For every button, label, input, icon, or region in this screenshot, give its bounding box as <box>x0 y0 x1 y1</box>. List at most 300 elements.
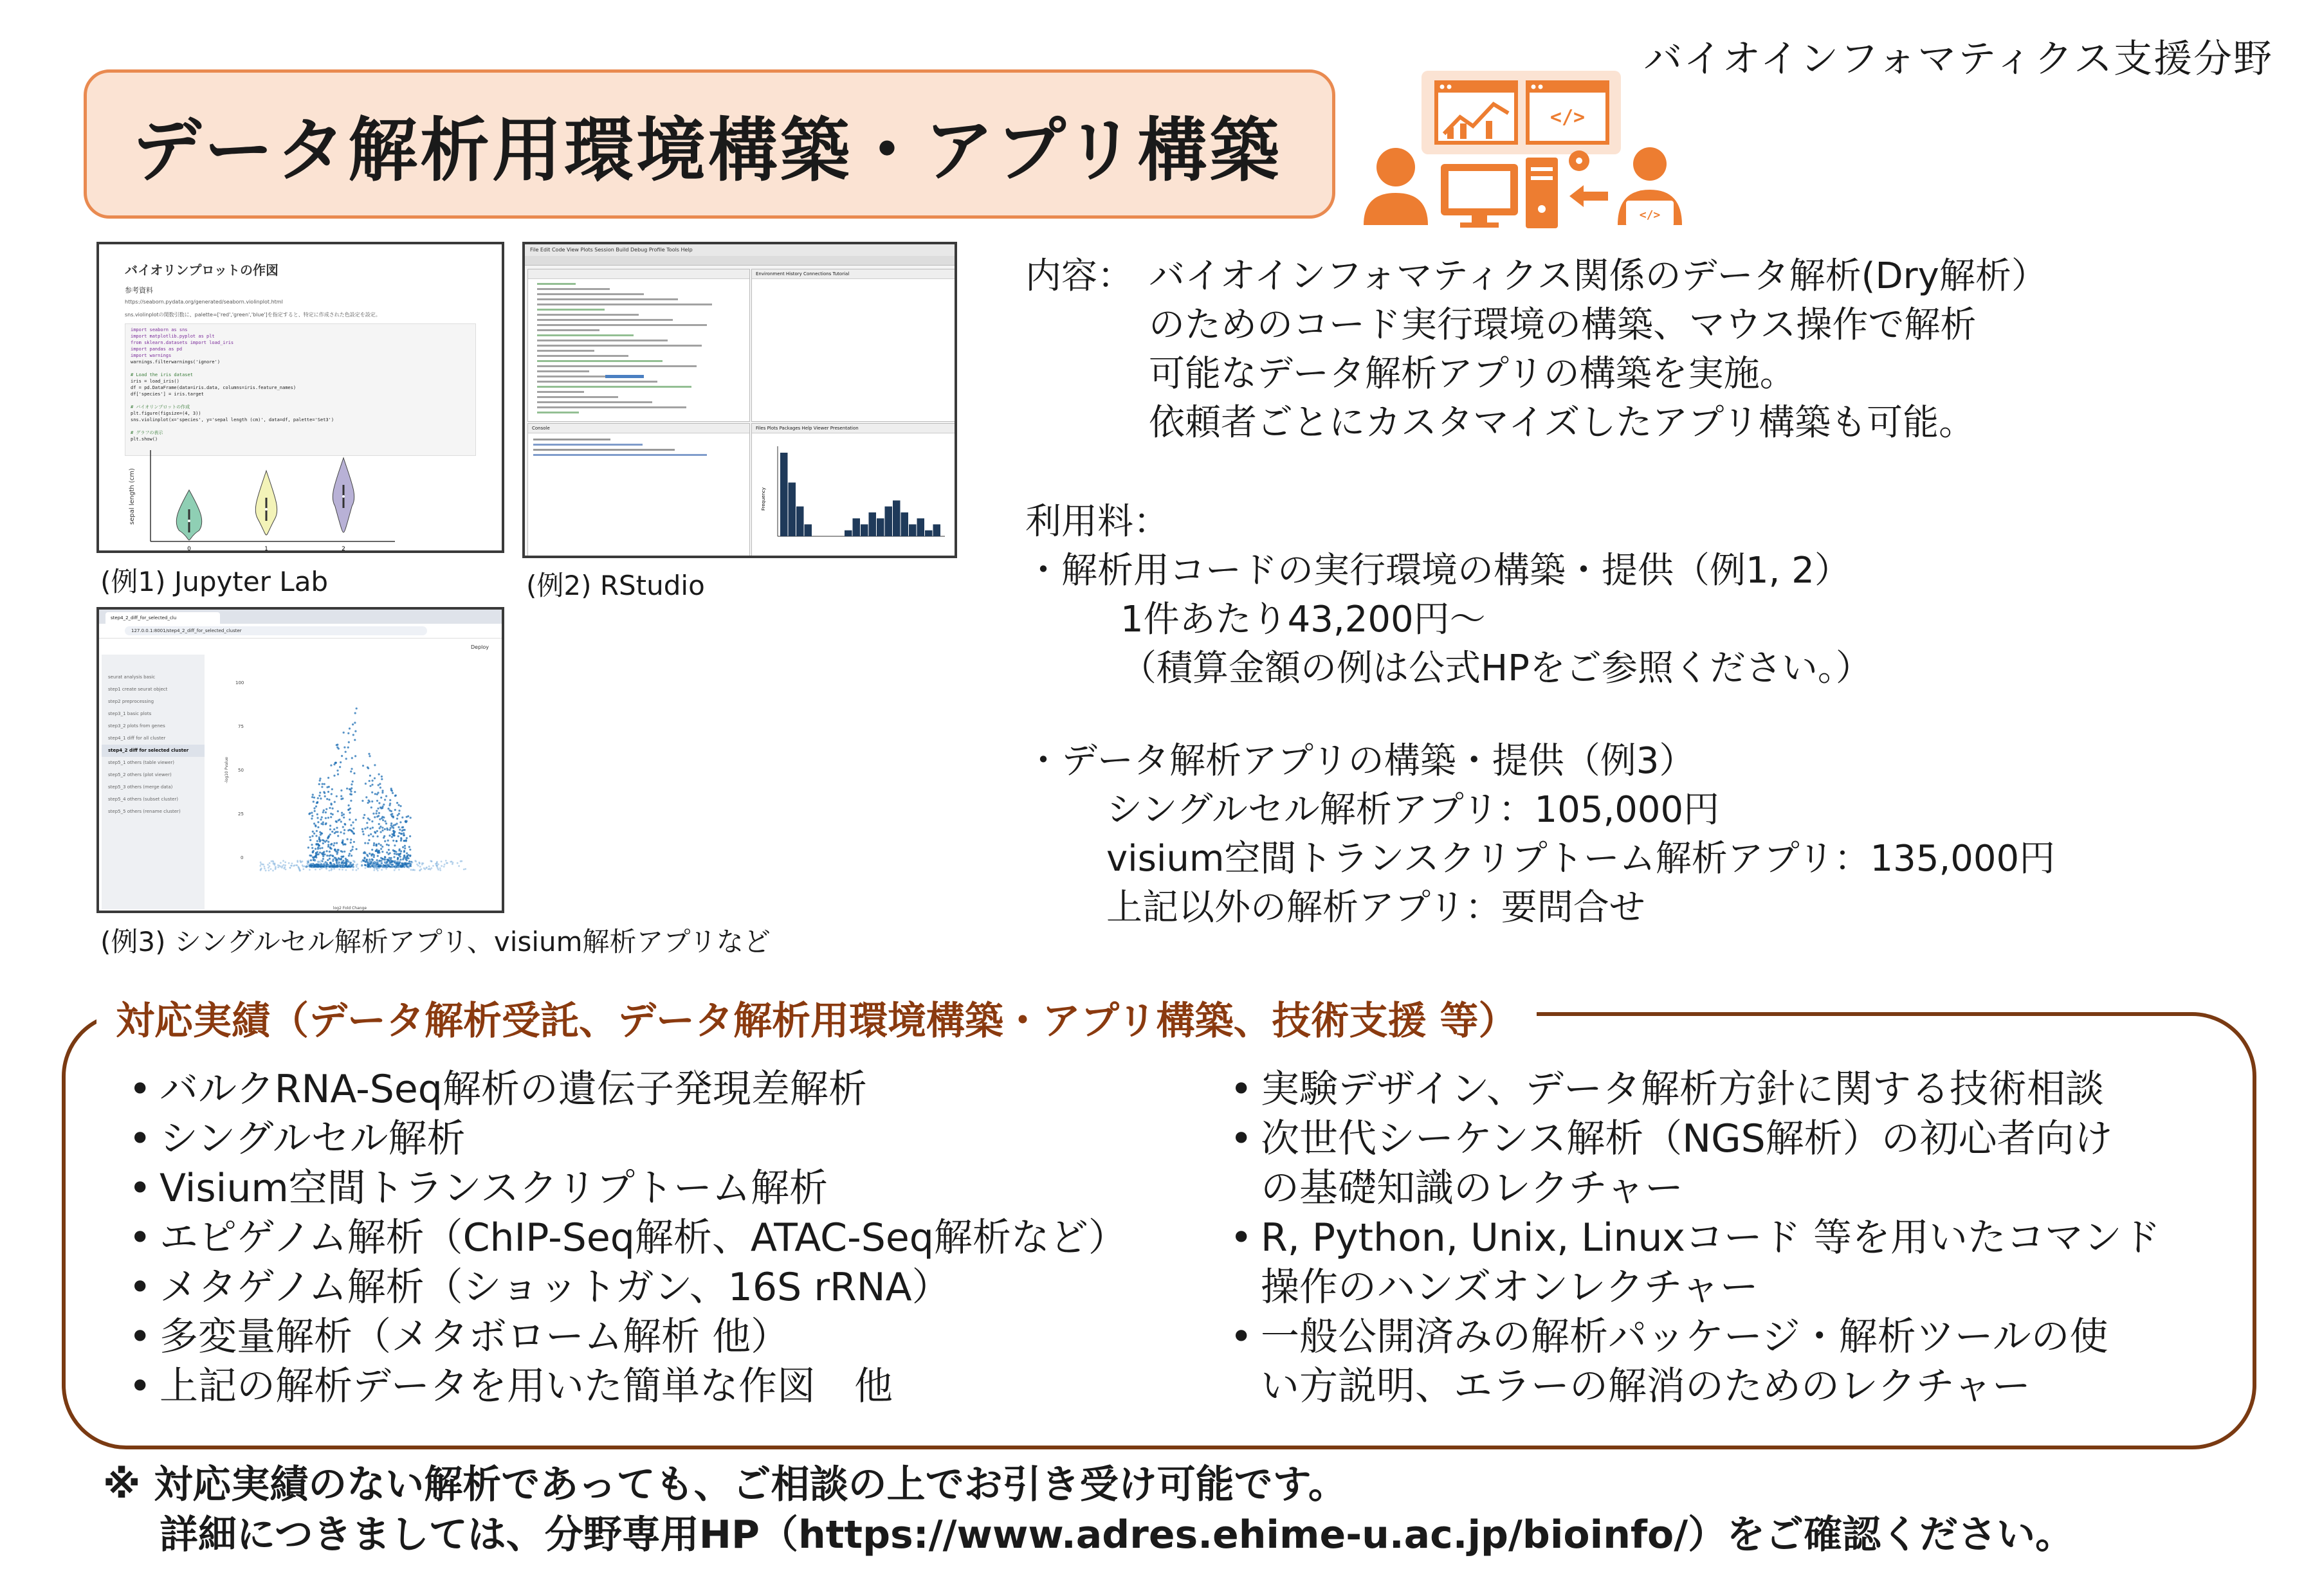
footer-note-line2: 詳細につきましては、分野専用HP（https://www.adres.ehime-u.ac.jp/bioinfo/）をご確認ください。 <box>160 1512 2074 1557</box>
volcano-point <box>282 860 284 862</box>
volcano-point <box>379 827 381 829</box>
console-line <box>533 449 675 451</box>
volcano-point <box>352 821 354 823</box>
volcano-point <box>368 860 370 862</box>
volcano-point <box>399 821 401 823</box>
histogram-bar <box>901 512 909 536</box>
volcano-point <box>395 867 397 869</box>
volcano-point <box>388 853 390 855</box>
volcano-point <box>317 861 319 863</box>
volcano-point <box>349 853 351 855</box>
volcano-point <box>347 839 349 840</box>
volcano-point <box>379 786 381 788</box>
volcano-point <box>341 862 343 864</box>
volcano-point <box>384 821 386 822</box>
volcano-point <box>397 861 399 863</box>
volcano-point <box>285 869 287 871</box>
volcano-point <box>387 866 389 867</box>
volcano-point <box>371 858 373 860</box>
volcano-point <box>346 788 348 790</box>
volcano-point <box>376 866 378 867</box>
address-bar[interactable]: 127.0.0.1:8001/step4_2_diff_for_selected_cluster <box>125 626 427 635</box>
volcano-point <box>323 810 325 812</box>
volcano-point <box>367 866 369 867</box>
volcano-point <box>389 829 390 831</box>
volcano-point <box>352 846 354 848</box>
histogram-bar <box>845 530 852 536</box>
volcano-point <box>404 848 406 849</box>
volcano-point <box>363 833 365 835</box>
code-line <box>537 406 686 408</box>
volcano-point <box>311 815 313 817</box>
code-line <box>537 350 594 352</box>
volcano-point <box>343 747 345 748</box>
achievement-item: • バルクRNA-Seq解析の遺伝子発現差解析 <box>129 1065 1127 1114</box>
violin-median <box>188 520 190 522</box>
code-line <box>537 370 589 372</box>
volcano-point <box>352 828 354 830</box>
volcano-point <box>291 862 293 864</box>
achievement-item-continued: 操作のハンズオンレクチャー <box>1261 1265 1759 1310</box>
volcano-point <box>382 806 384 808</box>
sidebar-item[interactable]: seurat analysis basic <box>108 675 156 680</box>
volcano-point <box>343 862 345 864</box>
volcano-point <box>369 853 370 855</box>
volcano-point <box>383 804 385 806</box>
volcano-point <box>384 840 386 842</box>
volcano-point <box>341 812 343 814</box>
files-tabs: Files Plots Packages Help Viewer Presentation <box>752 424 956 433</box>
volcano-point <box>314 810 316 812</box>
volcano-point <box>441 865 443 867</box>
volcano-point <box>369 780 370 782</box>
volcano-point <box>371 821 373 822</box>
volcano-point <box>374 793 376 795</box>
volcano-point <box>393 856 395 858</box>
volcano-point <box>384 799 386 801</box>
volcano-point <box>361 800 363 802</box>
volcano-point <box>383 860 385 862</box>
volcano-point <box>311 835 313 837</box>
volcano-point <box>353 841 355 843</box>
volcano-point <box>419 862 421 864</box>
volcano-point <box>265 869 267 871</box>
volcano-point <box>315 869 316 871</box>
volcano-point <box>389 857 390 859</box>
volcano-point <box>329 851 331 853</box>
achievement-item-continued: の基礎知識のレクチャー <box>1261 1166 1683 1211</box>
code-line: plt.figure(figsize=(4, 3)) <box>131 411 201 416</box>
volcano-point <box>340 831 342 833</box>
volcano-point <box>352 734 354 736</box>
volcano-point <box>325 808 327 810</box>
volcano-point <box>340 821 342 822</box>
console-line <box>533 444 643 446</box>
volcano-point <box>408 857 410 859</box>
achievement-item: • シングルセル解析 <box>129 1114 1127 1164</box>
achievements-title: 対応実績（データ解析受託、データ解析用環境構築・アプリ構築、技術支援 等） <box>96 990 1537 1046</box>
code-line <box>537 283 576 285</box>
histogram <box>752 433 956 556</box>
volcano-point <box>319 792 321 793</box>
violin-plot <box>125 445 408 553</box>
volcano-point <box>402 846 404 848</box>
volcano-point <box>356 864 358 866</box>
volcano-point <box>319 848 321 849</box>
volcano-point <box>311 817 313 819</box>
volcano-point <box>336 795 338 797</box>
volcano-point <box>324 866 326 868</box>
volcano-point <box>374 777 376 779</box>
volcano-point <box>379 818 381 820</box>
volcano-point <box>382 819 384 821</box>
volcano-point <box>379 860 381 862</box>
console-tab[interactable]: Console <box>528 424 749 433</box>
sidebar-item[interactable]: step5_1 others (table viewer) <box>108 760 175 765</box>
volcano-ytick: 0 <box>241 855 244 860</box>
volcano-point <box>401 817 403 819</box>
volcano-point <box>403 851 405 853</box>
volcano-point <box>336 842 338 844</box>
volcano-point <box>341 755 343 757</box>
achievement-item: • メタゲノム解析（ショットガン、16S rRNA） <box>129 1263 1127 1312</box>
volcano-point <box>366 862 368 864</box>
volcano-point <box>398 804 399 806</box>
achievement-item: • 一般公開済みの解析パッケージ・解析ツールの使 <box>1230 1312 2161 1362</box>
volcano-point <box>343 817 345 819</box>
volcano-point <box>376 800 378 802</box>
volcano-point <box>271 860 273 862</box>
volcano-point <box>378 823 380 825</box>
volcano-point <box>412 869 414 871</box>
volcano-point <box>370 860 372 862</box>
volcano-point <box>316 802 318 804</box>
volcano-point <box>399 858 401 860</box>
content-line: バイオインフォマティクス関係のデータ解析(Dry解析） <box>1149 255 2047 297</box>
volcano-point <box>399 829 401 831</box>
volcano-point <box>320 819 322 821</box>
volcano-point <box>324 864 326 866</box>
volcano-point <box>378 802 380 804</box>
volcano-point <box>322 852 324 854</box>
volcano-point <box>331 793 333 795</box>
volcano-point <box>354 730 356 732</box>
volcano-point <box>318 837 320 839</box>
volcano-point <box>336 770 338 772</box>
volcano-point <box>317 821 319 823</box>
code-line <box>537 355 628 357</box>
volcano-point <box>317 797 319 799</box>
volcano-point <box>341 814 343 816</box>
volcano-point <box>365 864 367 866</box>
volcano-point <box>311 844 313 846</box>
volcano-point <box>332 855 334 857</box>
fee-item-app: ・データ解析アプリの構築・提供（例3） <box>1025 740 1696 782</box>
volcano-point <box>343 843 345 845</box>
volcano-point <box>313 822 315 824</box>
volcano-point <box>378 784 379 786</box>
volcano-point <box>343 829 345 831</box>
volcano-point <box>321 867 323 869</box>
achievements-left-list <box>129 1065 1127 1411</box>
volcano-point <box>309 812 311 814</box>
code-line: plt.show() <box>131 437 158 442</box>
sidebar-item[interactable]: step3_2 plots from genes <box>108 723 165 729</box>
volcano-point <box>384 857 386 858</box>
volcano-point <box>343 732 345 734</box>
volcano-point <box>361 860 363 862</box>
volcano-point <box>341 860 343 862</box>
volcano-point <box>463 869 465 871</box>
volcano-point <box>366 859 368 861</box>
volcano-point <box>340 795 342 797</box>
volcano-point <box>372 813 374 815</box>
sidebar-item[interactable]: step5_4 others (subset cluster) <box>108 797 179 802</box>
code-line <box>537 401 652 403</box>
volcano-point <box>367 766 369 768</box>
sidebar-item[interactable]: step1 create seurat object <box>108 687 168 692</box>
volcano-point <box>311 796 313 798</box>
volcano-ytick: 75 <box>238 724 244 729</box>
volcano-point <box>315 824 316 826</box>
content-line: 可能なデータ解析アプリの構築を実施。 <box>1149 353 1796 395</box>
content-line: のためのコード実行環境の構築、マウス操作で解析 <box>1149 304 1977 346</box>
volcano-point <box>377 792 379 793</box>
volcano-point <box>268 867 270 869</box>
volcano-point <box>339 766 341 768</box>
volcano-point <box>371 784 373 786</box>
volcano-point <box>389 799 391 801</box>
volcano-point <box>374 865 376 867</box>
code-line: # Load the iris dataset <box>131 372 193 377</box>
volcano-point <box>365 867 367 869</box>
volcano-point <box>365 783 367 784</box>
jupyter-screenshot <box>96 242 504 553</box>
code-line <box>537 319 673 321</box>
volcano-point <box>338 860 340 862</box>
volcano-point <box>310 855 312 857</box>
volcano-point <box>304 866 306 867</box>
volcano-point <box>350 770 352 772</box>
volcano-point <box>309 863 311 865</box>
volcano-point <box>398 810 400 812</box>
volcano-point <box>281 867 283 869</box>
volcano-point <box>386 844 388 846</box>
volcano-point <box>338 857 340 859</box>
code-line <box>537 293 644 295</box>
volcano-point <box>368 753 370 755</box>
volcano-point <box>331 831 333 833</box>
sidebar-item[interactable]: step5_3 others (merge data) <box>108 784 173 790</box>
sidebar-item[interactable]: step5_5 others (rename cluster) <box>108 809 181 814</box>
volcano-point <box>330 816 332 818</box>
volcano-point <box>329 825 331 827</box>
achievements-right-list <box>1230 1065 2161 1411</box>
volcano-point <box>322 783 324 785</box>
code-line <box>537 334 634 336</box>
volcano-point <box>325 817 327 819</box>
histogram-bar <box>909 524 917 536</box>
volcano-point <box>275 868 277 870</box>
volcano-point <box>336 744 338 746</box>
volcano-point <box>410 863 412 865</box>
volcano-point <box>294 864 296 866</box>
browser-tab[interactable]: step4_2_diff_for_selected_clu <box>105 612 220 624</box>
volcano-point <box>398 826 399 828</box>
volcano-point <box>363 814 365 816</box>
volcano-point <box>348 804 350 806</box>
volcano-point <box>333 844 334 846</box>
volcano-point <box>381 846 383 848</box>
volcano-point <box>322 821 324 823</box>
volcano-point <box>342 826 344 828</box>
code-line <box>537 345 702 347</box>
volcano-point <box>385 861 387 863</box>
volcano-point <box>345 757 347 759</box>
volcano-point <box>401 833 403 835</box>
sidebar-item[interactable]: step5_2 others (plot viewer) <box>108 772 172 777</box>
volcano-point <box>385 868 387 870</box>
volcano-point <box>347 732 349 734</box>
volcano-point <box>283 864 285 866</box>
fee-env-note: （積算金額の例は公式HPをご参照ください。） <box>1120 648 1872 689</box>
volcano-point <box>458 865 460 867</box>
volcano-point <box>373 844 375 846</box>
fee-item-env: ・解析用コードの実行環境の構築・提供（例1, 2） <box>1025 550 1851 592</box>
title-banner <box>84 69 1335 219</box>
volcano-point <box>367 855 369 857</box>
volcano-point <box>296 864 298 866</box>
volcano-point <box>387 859 389 861</box>
volcano-point <box>354 755 356 757</box>
volcano-point <box>277 866 279 868</box>
volcano-point <box>405 857 407 858</box>
volcano-point <box>317 848 319 849</box>
sidebar-item[interactable]: step3_1 basic plots <box>108 711 152 716</box>
volcano-point <box>444 864 446 866</box>
volcano-ytick: 25 <box>238 812 244 817</box>
volcano-point <box>368 839 370 841</box>
volcano-point <box>340 858 342 860</box>
volcano-point <box>457 862 459 864</box>
volcano-point <box>267 864 269 866</box>
volcano-point <box>357 867 359 869</box>
volcano-point <box>389 866 391 867</box>
histogram-bar <box>780 453 788 536</box>
code-line: sns.violinplot(x='species', y='sepal length (cm)', data=df, palette='Set3') <box>131 417 334 422</box>
volcano-point <box>363 852 365 854</box>
sidebar-item[interactable]: step4_1 diff for all cluster <box>108 736 166 741</box>
volcano-point <box>383 837 385 839</box>
volcano-point <box>380 848 382 850</box>
volcano-point <box>352 781 354 783</box>
environment-pane <box>751 269 957 422</box>
volcano-point <box>343 866 345 867</box>
achievement-item: • エピゲノム解析（ChIP-Seq解析、ATAC-Seq解析など） <box>129 1213 1127 1263</box>
volcano-point <box>361 865 363 867</box>
volcano-point <box>378 774 380 775</box>
volcano-point <box>371 801 373 803</box>
volcano-point <box>313 797 315 799</box>
footer-note-line1: ※ 対応実績のない解析であっても、ご相談の上でお引き受け可能です。 <box>103 1462 1347 1507</box>
volcano-point <box>403 832 405 834</box>
histogram-bar <box>885 507 893 536</box>
volcano-point <box>439 869 441 871</box>
volcano-point <box>335 821 337 822</box>
volcano-point <box>337 810 339 812</box>
svg-text:</>: </> <box>1550 106 1586 129</box>
volcano-point <box>317 843 319 845</box>
volcano-point <box>370 833 372 835</box>
volcano-point <box>419 866 421 867</box>
volcano-point <box>366 822 368 824</box>
volcano-point <box>367 842 369 844</box>
volcano-point <box>420 868 422 870</box>
volcano-point <box>290 865 292 867</box>
volcano-point <box>352 832 354 834</box>
volcano-point <box>345 869 347 871</box>
volcano-point <box>364 842 366 844</box>
volcano-point <box>363 857 365 858</box>
volcano-point <box>313 807 315 809</box>
volcano-point <box>372 827 374 829</box>
volcano-point <box>381 790 383 792</box>
volcano-point <box>327 791 329 793</box>
volcano-point <box>377 855 379 857</box>
volcano-point <box>321 847 323 849</box>
code-line <box>537 304 712 305</box>
volcano-point <box>394 869 396 871</box>
volcano-point <box>322 812 324 813</box>
volcano-point <box>342 841 343 843</box>
histogram-bar <box>853 518 861 536</box>
sidebar-item[interactable]: step4_2 diff for selected cluster <box>102 745 205 757</box>
volcano-point <box>289 867 291 869</box>
volcano-point <box>320 797 322 799</box>
volcano-point <box>331 843 333 845</box>
volcano-point <box>284 862 286 864</box>
volcano-point <box>381 851 383 853</box>
achievement-item: • Visium空間トランスクリプトーム解析 <box>129 1164 1127 1213</box>
volcano-point <box>436 865 438 867</box>
volcano-point <box>446 862 448 864</box>
volcano-point <box>350 824 352 826</box>
volcano-point <box>333 842 335 844</box>
volcano-point <box>350 790 352 792</box>
volcano-point <box>389 835 390 837</box>
volcano-point <box>325 822 327 824</box>
volcano-point <box>363 860 365 862</box>
volcano-point <box>381 827 383 829</box>
volcano-point <box>391 833 393 835</box>
volcano-point <box>375 850 377 852</box>
volcano-point <box>312 866 314 868</box>
volcano-point <box>334 832 336 834</box>
volcano-point <box>311 863 313 865</box>
volcano-point <box>261 867 262 869</box>
sidebar-item[interactable]: step2 preprocessing <box>108 699 154 704</box>
volcano-point <box>331 864 333 866</box>
volcano-point <box>396 840 398 842</box>
volcano-point <box>273 861 275 863</box>
volcano-point <box>315 806 317 808</box>
volcano-point <box>389 810 390 812</box>
volcano-point <box>380 844 382 846</box>
deploy-button[interactable]: Deploy <box>470 644 489 650</box>
histogram-bar <box>805 524 812 536</box>
volcano-point <box>374 867 376 869</box>
volcano-point <box>388 864 390 866</box>
